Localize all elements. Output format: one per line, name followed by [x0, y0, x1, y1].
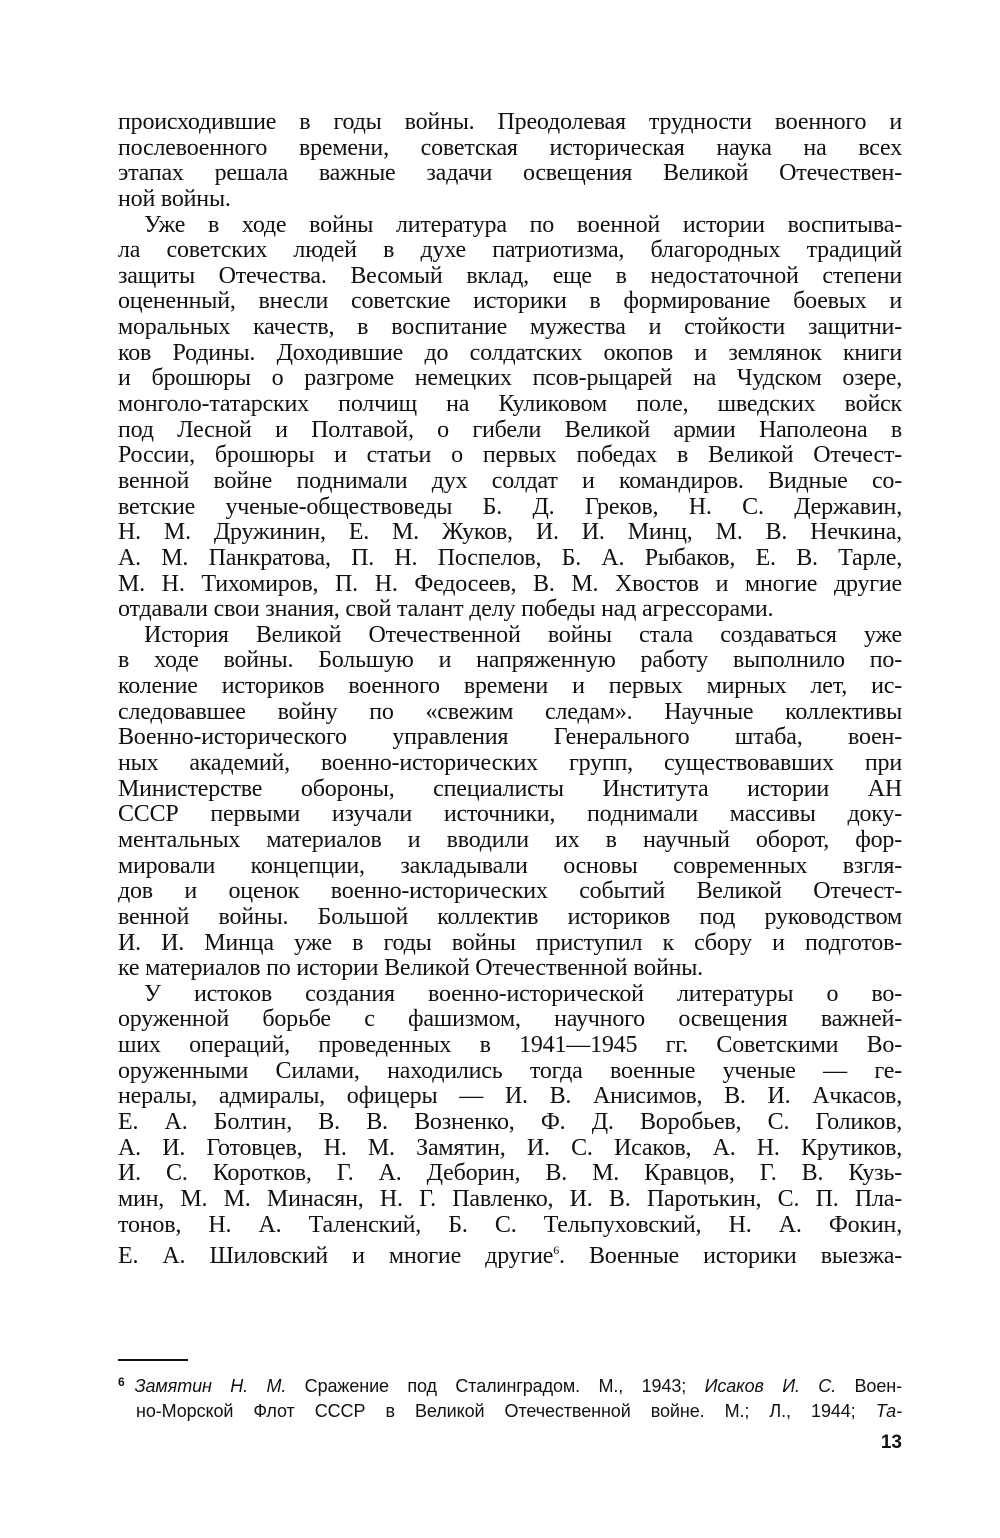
footnote-line — [118, 1374, 902, 1399]
text-line: ветские ученые-обществоведы Б. Д. Греков, Н. С. Державин, — [118, 493, 902, 520]
text-line: Н. М. Дружинин, Е. М. Жуков, И. И. Минц, М. В. Нечкина, — [118, 519, 902, 546]
text-line: ков Родины. Доходившие до солдатских окопов и землянок книги — [118, 339, 902, 366]
text-line: У истоков создания военно-исторической литературы о во- — [144, 980, 902, 1007]
text-line: Министерстве обороны, специалисты Института истории АН — [118, 775, 902, 802]
text-line: ла советских людей в духе патриотизма, благородных традиций — [118, 237, 902, 264]
text-line: под Лесной и Полтавой, о гибели Великой армии Наполеона в — [118, 416, 902, 443]
text-line: защиты Отечества. Весомый вклад, еще в недостаточной степени — [118, 262, 902, 289]
text-line: Е. А. Болтин, В. В. Возненко, Ф. Д. Воробьев, С. Голиков, — [118, 1108, 902, 1135]
text-line: монголо-татарских полчищ на Куликовом поле, шведских войск — [118, 391, 902, 418]
text-line: ментальных материалов и вводили их в научный оборот, фор- — [118, 826, 902, 853]
footnote-text: Воен- — [836, 1376, 902, 1396]
footnote-text: Сражение под Сталинградом. М., 1943; — [286, 1376, 705, 1396]
footnote-mark: 6 — [118, 1375, 125, 1389]
text-line: оцененный, внесли советские историки в формирование боевых и — [118, 288, 902, 315]
text-line: мировали концепции, закладывали основы современных взгля- — [118, 852, 902, 879]
text-line: отдавали свои знания, свой талант делу победы над агрессорами. — [118, 596, 774, 623]
text-line: Уже в ходе войны литература по военной истории воспитыва- — [144, 211, 902, 238]
footnote-separator — [118, 1359, 188, 1361]
text-line: коление историков военного времени и первых мирных лет, ис- — [118, 673, 902, 700]
text-line: А. И. Готовцев, Н. М. Замятин, И. С. Исаков, А. Н. Крутиков, — [118, 1134, 902, 1161]
text-line: ной войны. — [118, 185, 231, 212]
text-line: дов и оценок военно-исторических событий Великой Отечест- — [118, 878, 902, 905]
text-line: в ходе войны. Большую и напряженную работу выполнило по- — [118, 647, 902, 674]
text-line: М. Н. Тихомиров, П. Н. Федосеев, В. М. Хвостов и многие другие — [118, 570, 902, 597]
text-line: История Великой Отечественной войны стала создаваться уже — [144, 621, 902, 648]
text-line: А. М. Панкратова, П. Н. Поспелов, Б. А. Рыбаков, Е. В. Тарле, — [118, 544, 902, 571]
text-line: происходившие в годы войны. Преодолевая трудности военного и — [118, 109, 902, 135]
main-text — [118, 109, 902, 1270]
text-segment: Е. А. Шиловский и многие другие — [118, 1243, 554, 1270]
footnote-text: Та- — [875, 1401, 902, 1421]
text-line: венной войне поднимали дух солдат и командиров. Видные со- — [118, 467, 902, 494]
text-line: следовавшее войну по «свежим следам». Научные коллективы — [118, 698, 902, 725]
footnote-reference[interactable]: 6 — [553, 1243, 560, 1258]
text-line: СССР первыми изучали источники, поднимали массивы доку- — [118, 801, 902, 828]
text-line: ших операций, проведенных в 1941—1945 гг. Советскими Во- — [118, 1032, 902, 1059]
text-line: И. И. Минца уже в годы войны приступил к сбору и подготов- — [118, 929, 902, 956]
text-line: нералы, адмиралы, офицеры — И. В. Анисимов, В. И. Ачкасов, — [118, 1083, 902, 1110]
text-line: ке материалов по истории Великой Отечественной войны. — [118, 955, 703, 982]
footnote-line — [118, 1399, 902, 1424]
text-line: России, брошюры и статьи о первых победах в Великой Отечест- — [118, 442, 902, 469]
text-line: послевоенного времени, советская историческая наука на всех — [118, 134, 902, 161]
text-line: мин, М. М. Минасян, Н. Г. Павленко, И. В. Паротькин, С. П. Пла- — [118, 1185, 902, 1212]
text-line: и брошюры о разгроме немецких псов-рыцарей на Чудском озере, — [118, 365, 902, 392]
text-line: оруженными Силами, находились тогда военные ученые — ге- — [118, 1057, 902, 1084]
text-line: моральных качеств, в воспитание мужества и стойкости защитни- — [118, 314, 902, 341]
text-line — [118, 1238, 902, 1270]
footnote — [118, 1374, 902, 1424]
text-line: И. С. Коротков, Г. А. Деборин, В. М. Кравцов, Г. В. Кузь- — [118, 1160, 902, 1187]
text-line: ных академий, военно-исторических групп, существовавших при — [118, 750, 902, 777]
text-line: Военно-исторического управления Генерального штаба, воен- — [118, 724, 902, 751]
text-line: этапах решала важные задачи освещения Великой Отечествен- — [118, 160, 902, 187]
text-line: венной войны. Большой коллектив историков под руководством — [118, 903, 902, 930]
text-segment: . Военные историки выезжа- — [559, 1243, 902, 1270]
text-line: тонов, Н. А. Таленский, Б. С. Тельпуховский, Н. А. Фокин, — [118, 1211, 902, 1238]
footnote-author: Исаков И. С. — [704, 1376, 837, 1396]
page-number: 13 — [880, 1432, 902, 1453]
footnote-author: Замятин Н. М. — [134, 1376, 287, 1396]
footnote-text: но-Морской Флот СССР в Великой Отечественной войне. М.; Л., 1944; — [136, 1401, 876, 1421]
text-line: оруженной борьбе с фашизмом, научного освещения важней- — [118, 1006, 902, 1033]
